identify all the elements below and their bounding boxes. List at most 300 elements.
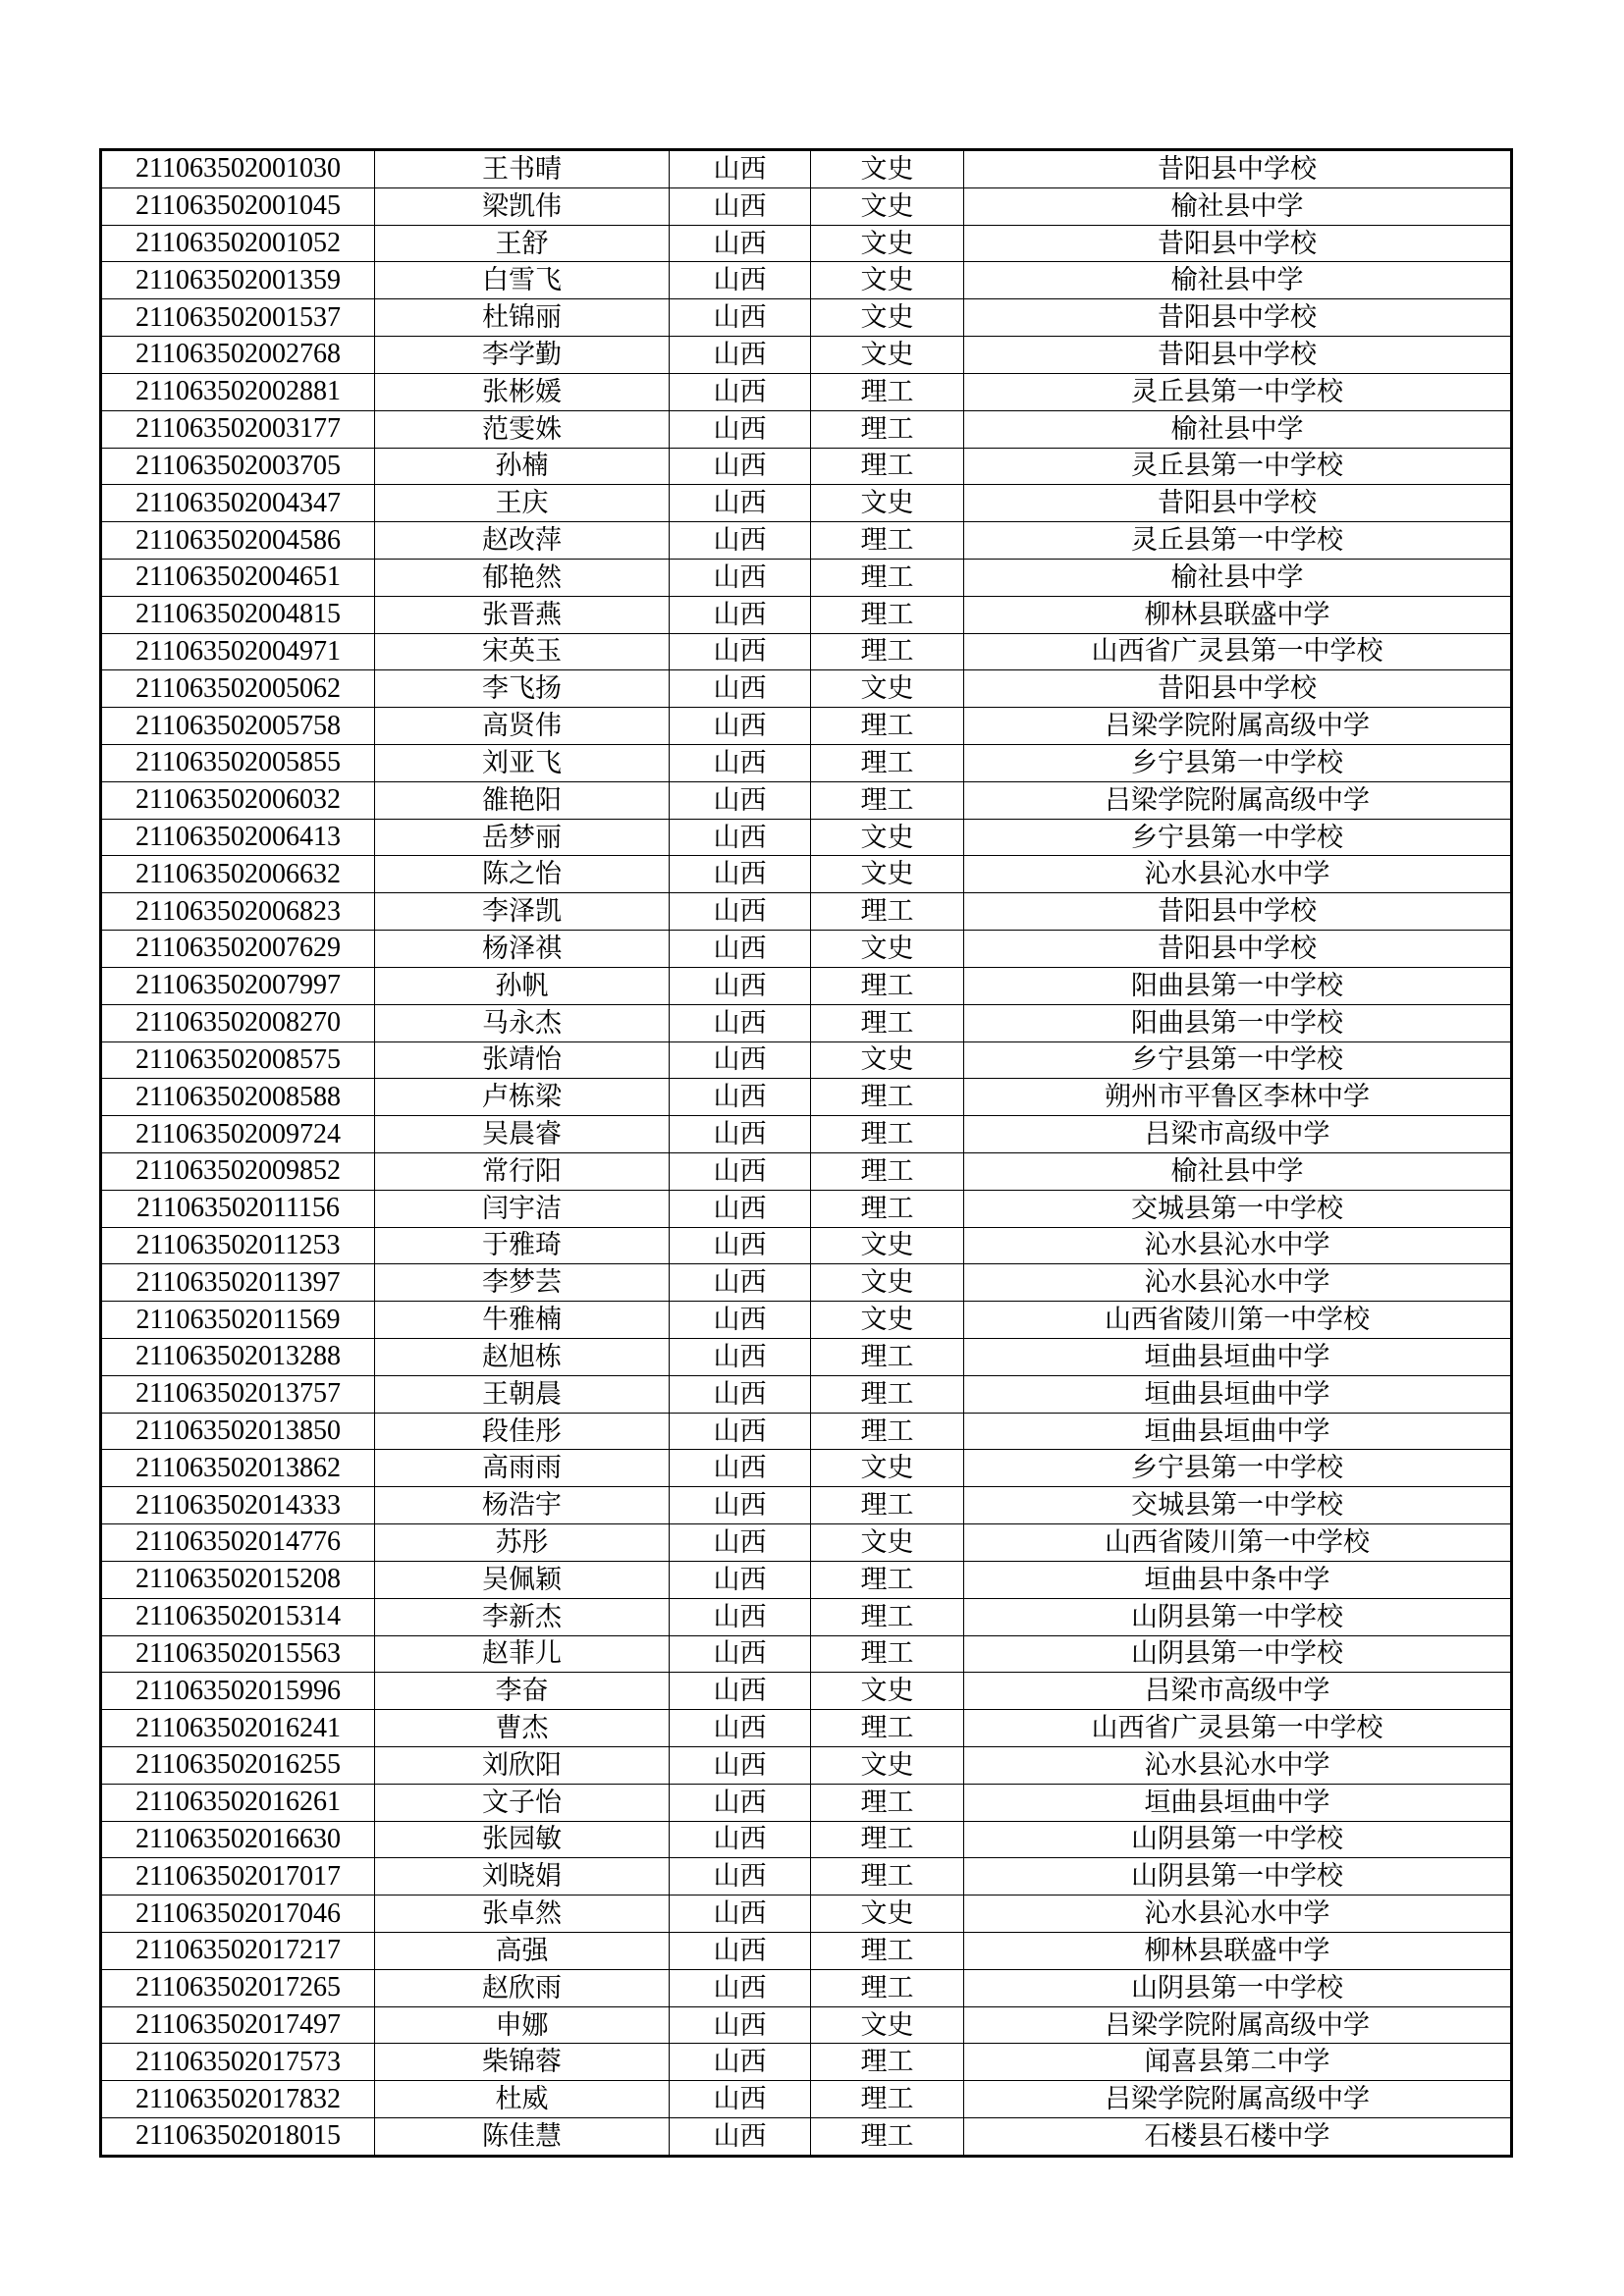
category-cell: 理工	[811, 559, 964, 596]
student-name-cell: 申娜	[375, 2006, 670, 2044]
student-name-cell: 岳梦丽	[375, 819, 670, 856]
student-name-cell: 孙帆	[375, 967, 670, 1004]
category-cell: 理工	[811, 1004, 964, 1041]
student-name-cell: 赵旭栋	[375, 1339, 670, 1376]
table-row	[101, 2006, 1512, 2044]
category-cell: 文史	[811, 856, 964, 893]
exam-id-cell: 211063502011569	[101, 1302, 375, 1339]
student-name-cell: 于雅琦	[375, 1227, 670, 1264]
category-cell: 理工	[811, 2118, 964, 2157]
province-cell: 山西	[670, 2118, 811, 2157]
student-name-cell: 赵菲儿	[375, 1635, 670, 1673]
exam-id-cell: 211063502003705	[101, 448, 375, 485]
school-cell: 朔州市平鲁区李林中学	[964, 1079, 1512, 1116]
province-cell: 山西	[670, 931, 811, 968]
exam-id-cell: 211063502014333	[101, 1487, 375, 1524]
category-cell: 理工	[811, 596, 964, 633]
table-row	[101, 596, 1512, 633]
category-cell: 理工	[811, 2081, 964, 2118]
table-row	[101, 1152, 1512, 1190]
category-cell: 文史	[811, 485, 964, 522]
category-cell: 文史	[811, 931, 964, 968]
province-cell: 山西	[670, 1339, 811, 1376]
table-row	[101, 1375, 1512, 1413]
category-cell: 理工	[811, 1413, 964, 1450]
category-cell: 理工	[811, 1116, 964, 1153]
student-name-cell: 赵改萍	[375, 522, 670, 560]
exam-id-cell: 211063502005758	[101, 708, 375, 745]
exam-id-cell: 211063502017497	[101, 2006, 375, 2044]
province-cell: 山西	[670, 1821, 811, 1858]
table-row	[101, 1969, 1512, 2006]
school-cell: 交城县第一中学校	[964, 1487, 1512, 1524]
school-cell: 昔阳县中学校	[964, 299, 1512, 337]
province-cell: 山西	[670, 150, 811, 188]
school-cell: 山阴县第一中学校	[964, 1858, 1512, 1896]
table-row	[101, 1896, 1512, 1933]
province-cell: 山西	[670, 819, 811, 856]
student-name-cell: 段佳彤	[375, 1413, 670, 1450]
table-row	[101, 1190, 1512, 1227]
student-name-cell: 宋英玉	[375, 633, 670, 670]
category-cell: 文史	[811, 262, 964, 299]
category-cell: 文史	[811, 187, 964, 225]
table-row	[101, 1450, 1512, 1487]
student-name-cell: 杨泽祺	[375, 931, 670, 968]
category-cell: 理工	[811, 1152, 964, 1190]
table-row	[101, 670, 1512, 708]
school-cell: 山阴县第一中学校	[964, 1635, 1512, 1673]
student-name-cell: 王舒	[375, 225, 670, 262]
student-name-cell: 牛雅楠	[375, 1302, 670, 1339]
category-cell: 理工	[811, 1635, 964, 1673]
province-cell: 山西	[670, 1041, 811, 1079]
school-cell: 吕梁学院附属高级中学	[964, 781, 1512, 819]
province-cell: 山西	[670, 1487, 811, 1524]
table-row	[101, 1933, 1512, 1970]
exam-id-cell: 211063502017265	[101, 1969, 375, 2006]
school-cell: 山西省陵川第一中学校	[964, 1524, 1512, 1562]
exam-id-cell: 211063502005062	[101, 670, 375, 708]
student-name-cell: 范雯姝	[375, 410, 670, 448]
category-cell: 理工	[811, 967, 964, 1004]
table-row	[101, 1487, 1512, 1524]
table-row	[101, 1524, 1512, 1562]
category-cell: 理工	[811, 1190, 964, 1227]
student-name-cell: 李飞扬	[375, 670, 670, 708]
province-cell: 山西	[670, 1635, 811, 1673]
province-cell: 山西	[670, 708, 811, 745]
category-cell: 文史	[811, 670, 964, 708]
school-cell: 昔阳县中学校	[964, 150, 1512, 188]
province-cell: 山西	[670, 1302, 811, 1339]
province-cell: 山西	[670, 633, 811, 670]
province-cell: 山西	[670, 1561, 811, 1598]
student-name-cell: 吴晨睿	[375, 1116, 670, 1153]
school-cell: 沁水县沁水中学	[964, 1227, 1512, 1264]
exam-id-cell: 211063502011397	[101, 1264, 375, 1302]
student-name-cell: 王书晴	[375, 150, 670, 188]
province-cell: 山西	[670, 1858, 811, 1896]
school-cell: 垣曲县垣曲中学	[964, 1339, 1512, 1376]
province-cell: 山西	[670, 187, 811, 225]
student-name-cell: 曹杰	[375, 1710, 670, 1747]
student-name-cell: 梁凯伟	[375, 187, 670, 225]
table-row	[101, 410, 1512, 448]
province-cell: 山西	[670, 596, 811, 633]
school-cell: 榆社县中学	[964, 187, 1512, 225]
student-name-cell: 陈之怡	[375, 856, 670, 893]
category-cell: 理工	[811, 1079, 964, 1116]
table-row	[101, 708, 1512, 745]
exam-id-cell: 211063502011156	[101, 1190, 375, 1227]
exam-id-cell: 211063502016630	[101, 1821, 375, 1858]
table-row	[101, 1041, 1512, 1079]
category-cell: 理工	[811, 1710, 964, 1747]
exam-id-cell: 211063502016241	[101, 1710, 375, 1747]
province-cell: 山西	[670, 337, 811, 374]
exam-id-cell: 211063502013862	[101, 1450, 375, 1487]
category-cell: 理工	[811, 1784, 964, 1821]
school-cell: 乡宁县第一中学校	[964, 1041, 1512, 1079]
exam-id-cell: 211063502006823	[101, 893, 375, 931]
table-row	[101, 1821, 1512, 1858]
school-cell: 柳林县联盛中学	[964, 596, 1512, 633]
student-name-cell: 高雨雨	[375, 1450, 670, 1487]
student-name-cell: 张园敏	[375, 1821, 670, 1858]
exam-id-cell: 211063502008588	[101, 1079, 375, 1116]
table-row	[101, 373, 1512, 410]
student-name-cell: 闫宇洁	[375, 1190, 670, 1227]
student-name-cell: 李梦芸	[375, 1264, 670, 1302]
exam-id-cell: 211063502001030	[101, 150, 375, 188]
table-row	[101, 2118, 1512, 2157]
province-cell: 山西	[670, 745, 811, 782]
table-row	[101, 1635, 1512, 1673]
category-cell: 文史	[811, 2006, 964, 2044]
province-cell: 山西	[670, 410, 811, 448]
school-cell: 灵丘县第一中学校	[964, 448, 1512, 485]
province-cell: 山西	[670, 2006, 811, 2044]
exam-id-cell: 211063502008575	[101, 1041, 375, 1079]
exam-id-cell: 211063502004651	[101, 559, 375, 596]
school-cell: 吕梁学院附属高级中学	[964, 2006, 1512, 2044]
exam-id-cell: 211063502004815	[101, 596, 375, 633]
exam-id-cell: 211063502004347	[101, 485, 375, 522]
school-cell: 乡宁县第一中学校	[964, 745, 1512, 782]
category-cell: 理工	[811, 410, 964, 448]
category-cell: 文史	[811, 1302, 964, 1339]
school-cell: 柳林县联盛中学	[964, 1933, 1512, 1970]
category-cell: 理工	[811, 1339, 964, 1376]
table-row	[101, 856, 1512, 893]
student-name-cell: 文子怡	[375, 1784, 670, 1821]
category-cell: 理工	[811, 1933, 964, 1970]
exam-id-cell: 211063502001537	[101, 299, 375, 337]
table-row	[101, 1264, 1512, 1302]
province-cell: 山西	[670, 262, 811, 299]
school-cell: 乡宁县第一中学校	[964, 1450, 1512, 1487]
exam-id-cell: 211063502007997	[101, 967, 375, 1004]
school-cell: 沁水县沁水中学	[964, 1896, 1512, 1933]
student-name-cell: 赵欣雨	[375, 1969, 670, 2006]
category-cell: 文史	[811, 1746, 964, 1784]
province-cell: 山西	[670, 1673, 811, 1710]
table-row	[101, 1710, 1512, 1747]
school-cell: 垣曲县垣曲中学	[964, 1784, 1512, 1821]
school-cell: 山西省陵川第一中学校	[964, 1302, 1512, 1339]
exam-id-cell: 211063502005855	[101, 745, 375, 782]
school-cell: 吕梁市高级中学	[964, 1116, 1512, 1153]
table-row	[101, 893, 1512, 931]
exam-id-cell: 211063502003177	[101, 410, 375, 448]
table-row	[101, 485, 1512, 522]
category-cell: 文史	[811, 225, 964, 262]
school-cell: 山西省广灵县第一中学校	[964, 633, 1512, 670]
table-row	[101, 2081, 1512, 2118]
school-cell: 山西省广灵县第一中学校	[964, 1710, 1512, 1747]
school-cell: 山阴县第一中学校	[964, 1598, 1512, 1635]
exam-id-cell: 211063502004586	[101, 522, 375, 560]
province-cell: 山西	[670, 1746, 811, 1784]
table-row	[101, 781, 1512, 819]
school-cell: 垣曲县垣曲中学	[964, 1375, 1512, 1413]
exam-id-cell: 211063502004971	[101, 633, 375, 670]
province-cell: 山西	[670, 299, 811, 337]
table-row	[101, 187, 1512, 225]
student-name-cell: 张彬媛	[375, 373, 670, 410]
category-cell: 理工	[811, 1598, 964, 1635]
school-cell: 乡宁县第一中学校	[964, 819, 1512, 856]
province-cell: 山西	[670, 1710, 811, 1747]
exam-id-cell: 211063502002768	[101, 337, 375, 374]
province-cell: 山西	[670, 1190, 811, 1227]
exam-id-cell: 211063502016255	[101, 1746, 375, 1784]
category-cell: 理工	[811, 2044, 964, 2081]
student-name-cell: 李学勤	[375, 337, 670, 374]
student-name-cell: 常行阳	[375, 1152, 670, 1190]
student-name-cell: 陈佳慧	[375, 2118, 670, 2157]
province-cell: 山西	[670, 485, 811, 522]
exam-id-cell: 211063502006032	[101, 781, 375, 819]
exam-id-cell: 211063502017217	[101, 1933, 375, 1970]
category-cell: 文史	[811, 1524, 964, 1562]
province-cell: 山西	[670, 448, 811, 485]
category-cell: 文史	[811, 1041, 964, 1079]
student-name-cell: 杨浩宇	[375, 1487, 670, 1524]
exam-id-cell: 211063502018015	[101, 2118, 375, 2157]
student-name-cell: 刘亚飞	[375, 745, 670, 782]
exam-id-cell: 211063502001052	[101, 225, 375, 262]
category-cell: 理工	[811, 522, 964, 560]
category-cell: 文史	[811, 1450, 964, 1487]
school-cell: 沁水县沁水中学	[964, 1746, 1512, 1784]
student-name-cell: 孙楠	[375, 448, 670, 485]
province-cell: 山西	[670, 2081, 811, 2118]
category-cell: 文史	[811, 337, 964, 374]
school-cell: 昔阳县中学校	[964, 485, 1512, 522]
exam-id-cell: 211063502001359	[101, 262, 375, 299]
province-cell: 山西	[670, 1375, 811, 1413]
student-name-cell: 柴锦蓉	[375, 2044, 670, 2081]
table-row	[101, 1302, 1512, 1339]
province-cell: 山西	[670, 1004, 811, 1041]
table-row	[101, 1413, 1512, 1450]
province-cell: 山西	[670, 522, 811, 560]
school-cell: 榆社县中学	[964, 410, 1512, 448]
exam-id-cell: 211063502007629	[101, 931, 375, 968]
table-row	[101, 225, 1512, 262]
student-name-cell: 白雪飞	[375, 262, 670, 299]
province-cell: 山西	[670, 1896, 811, 1933]
school-cell: 吕梁市高级中学	[964, 1673, 1512, 1710]
table-row	[101, 448, 1512, 485]
school-cell: 吕梁学院附属高级中学	[964, 708, 1512, 745]
province-cell: 山西	[670, 1079, 811, 1116]
table-row	[101, 1858, 1512, 1896]
table-row	[101, 1673, 1512, 1710]
category-cell: 理工	[811, 1487, 964, 1524]
school-cell: 交城县第一中学校	[964, 1190, 1512, 1227]
table-row	[101, 931, 1512, 968]
student-name-cell: 刘欣阳	[375, 1746, 670, 1784]
student-name-cell: 张卓然	[375, 1896, 670, 1933]
school-cell: 昔阳县中学校	[964, 337, 1512, 374]
category-cell: 理工	[811, 893, 964, 931]
province-cell: 山西	[670, 1969, 811, 2006]
exam-id-cell: 211063502006413	[101, 819, 375, 856]
category-cell: 理工	[811, 1821, 964, 1858]
student-roster-table	[99, 148, 1513, 2158]
school-cell: 沁水县沁水中学	[964, 1264, 1512, 1302]
table-row	[101, 1116, 1512, 1153]
province-cell: 山西	[670, 225, 811, 262]
school-cell: 垣曲县垣曲中学	[964, 1413, 1512, 1450]
table-row	[101, 1339, 1512, 1376]
table-row	[101, 633, 1512, 670]
roster-body	[101, 150, 1512, 2157]
student-name-cell: 张晋燕	[375, 596, 670, 633]
exam-id-cell: 211063502013757	[101, 1375, 375, 1413]
category-cell: 理工	[811, 1375, 964, 1413]
category-cell: 理工	[811, 781, 964, 819]
student-name-cell: 李新杰	[375, 1598, 670, 1635]
category-cell: 理工	[811, 708, 964, 745]
category-cell: 理工	[811, 745, 964, 782]
exam-id-cell: 211063502002881	[101, 373, 375, 410]
exam-id-cell: 211063502015996	[101, 1673, 375, 1710]
student-name-cell: 郁艳然	[375, 559, 670, 596]
exam-id-cell: 211063502008270	[101, 1004, 375, 1041]
exam-id-cell: 211063502017017	[101, 1858, 375, 1896]
school-cell: 昔阳县中学校	[964, 670, 1512, 708]
province-cell: 山西	[670, 1116, 811, 1153]
exam-id-cell: 211063502009724	[101, 1116, 375, 1153]
exam-id-cell: 211063502017573	[101, 2044, 375, 2081]
table-row	[101, 262, 1512, 299]
student-name-cell: 王庆	[375, 485, 670, 522]
student-name-cell: 苏彤	[375, 1524, 670, 1562]
student-name-cell: 高贤伟	[375, 708, 670, 745]
school-cell: 灵丘县第一中学校	[964, 522, 1512, 560]
category-cell: 理工	[811, 633, 964, 670]
school-cell: 昔阳县中学校	[964, 931, 1512, 968]
table-row	[101, 1227, 1512, 1264]
category-cell: 文史	[811, 1227, 964, 1264]
category-cell: 理工	[811, 1969, 964, 2006]
school-cell: 榆社县中学	[964, 262, 1512, 299]
province-cell: 山西	[670, 1413, 811, 1450]
exam-id-cell: 211063502016261	[101, 1784, 375, 1821]
exam-id-cell: 211063502001045	[101, 187, 375, 225]
table-row	[101, 299, 1512, 337]
province-cell: 山西	[670, 1227, 811, 1264]
student-name-cell: 杜威	[375, 2081, 670, 2118]
table-row	[101, 1598, 1512, 1635]
exam-id-cell: 211063502014776	[101, 1524, 375, 1562]
school-cell: 山阴县第一中学校	[964, 1969, 1512, 2006]
table-row	[101, 745, 1512, 782]
table-row	[101, 522, 1512, 560]
province-cell: 山西	[670, 1933, 811, 1970]
table-row	[101, 150, 1512, 188]
exam-id-cell: 211063502006632	[101, 856, 375, 893]
province-cell: 山西	[670, 559, 811, 596]
province-cell: 山西	[670, 670, 811, 708]
table-row	[101, 559, 1512, 596]
table-row	[101, 1561, 1512, 1598]
exam-id-cell: 211063502013288	[101, 1339, 375, 1376]
school-cell: 榆社县中学	[964, 559, 1512, 596]
school-cell: 闻喜县第二中学	[964, 2044, 1512, 2081]
student-name-cell: 李泽凯	[375, 893, 670, 931]
table-row	[101, 2044, 1512, 2081]
school-cell: 垣曲县中条中学	[964, 1561, 1512, 1598]
category-cell: 文史	[811, 150, 964, 188]
province-cell: 山西	[670, 1450, 811, 1487]
school-cell: 昔阳县中学校	[964, 225, 1512, 262]
category-cell: 文史	[811, 1896, 964, 1933]
exam-id-cell: 211063502015208	[101, 1561, 375, 1598]
province-cell: 山西	[670, 856, 811, 893]
province-cell: 山西	[670, 893, 811, 931]
province-cell: 山西	[670, 373, 811, 410]
school-cell: 山阴县第一中学校	[964, 1821, 1512, 1858]
student-name-cell: 刘晓娟	[375, 1858, 670, 1896]
province-cell: 山西	[670, 1264, 811, 1302]
school-cell: 昔阳县中学校	[964, 893, 1512, 931]
student-name-cell: 雒艳阳	[375, 781, 670, 819]
exam-id-cell: 211063502009852	[101, 1152, 375, 1190]
table-row	[101, 967, 1512, 1004]
student-name-cell: 杜锦丽	[375, 299, 670, 337]
student-name-cell: 吴佩颖	[375, 1561, 670, 1598]
student-name-cell: 马永杰	[375, 1004, 670, 1041]
category-cell: 文史	[811, 1673, 964, 1710]
student-name-cell: 张靖怡	[375, 1041, 670, 1079]
exam-id-cell: 211063502017046	[101, 1896, 375, 1933]
table-row	[101, 1079, 1512, 1116]
province-cell: 山西	[670, 1152, 811, 1190]
province-cell: 山西	[670, 1524, 811, 1562]
category-cell: 文史	[811, 299, 964, 337]
exam-id-cell: 211063502015314	[101, 1598, 375, 1635]
category-cell: 理工	[811, 373, 964, 410]
category-cell: 理工	[811, 1561, 964, 1598]
school-cell: 沁水县沁水中学	[964, 856, 1512, 893]
student-name-cell: 王朝晨	[375, 1375, 670, 1413]
table-row	[101, 1746, 1512, 1784]
